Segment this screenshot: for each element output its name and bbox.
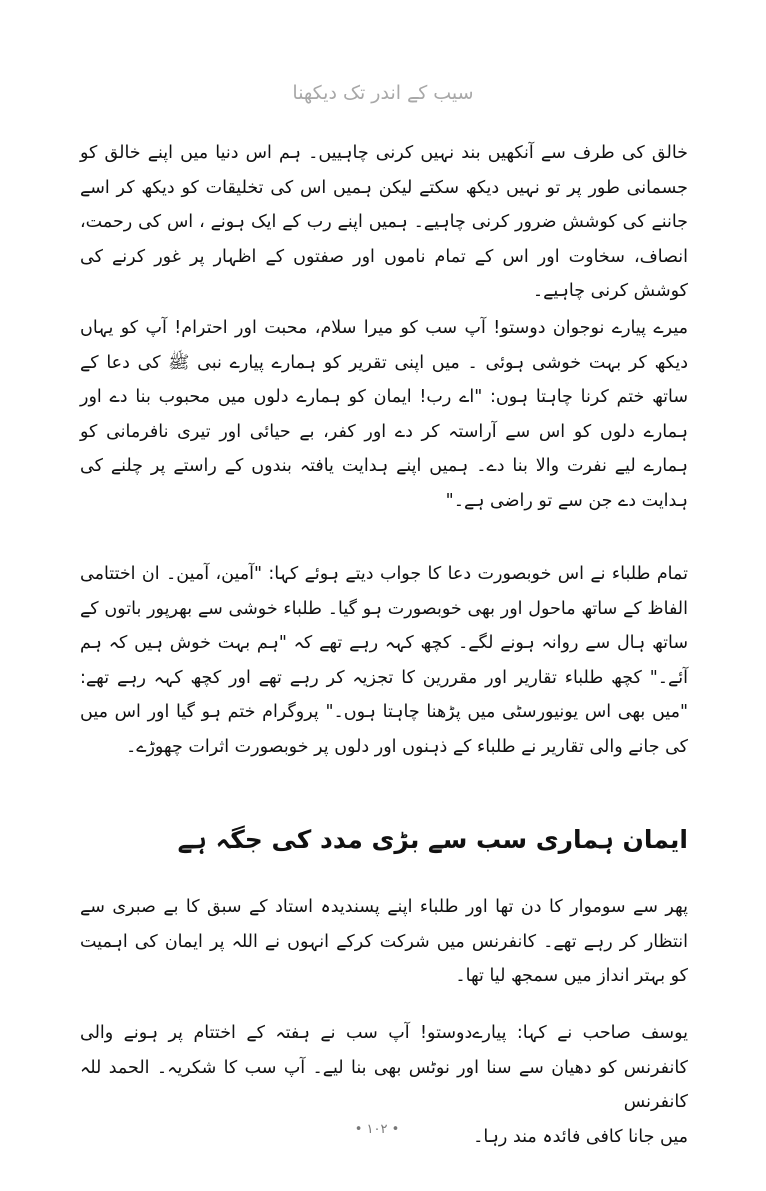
- paragraph-closing-prayer: میرے پیارے نوجوان دوستو! آپ سب کو میرا سلام، محبت اور احترام! آپ کو یہاں دیکھ کر بہت خوشی ہوئی ۔ میں اپنی تقریر کو ہمارے پیارے نبی ﷺ کی دعا کے ساتھ ختم کرنا چاہتا ہوں: "اے رب! ایمان کو ہمارے دلوں میں محبوب بنا دے اور ہمارے دلوں کو اس سے آراستہ کر دے اور کفر، بے حیائی اور تیری نافرمانی کو ہمارے لیے نفرت والا بنا دے۔ ہمیں اپنے ہدایت یافتہ بندوں کے راستے پر چلنے کی ہدایت دے جن سے تو راضی ہے۔": [80, 318, 688, 511]
- running-title: سیب کے اندر تک دیکھنا: [292, 82, 474, 104]
- page-number: • ۱۰۲ •: [354, 1122, 400, 1137]
- paragraph-yusuf-remarks-last-line: میں جانا کافی فائدہ مند رہا۔: [473, 1126, 688, 1147]
- paragraph-monday-lesson: پھر سے سوموار کا دن تھا اور طلباء اپنے پسندیدہ استاد کے سبق کا بے صبری سے انتظار کر رہے تھے۔ کانفرنس میں شرکت کرکے انہوں نے اللہ پر ایمان کی اہمیت کو بہتر انداز میں سمجھ لیا تھا۔: [80, 897, 688, 987]
- paragraph-yusuf-remarks-main: یوسف صاحب نے کہا: پیارےدوستو! آپ سب نے ہفتہ کے اختتام پر ہونے والی کانفرنس کو دھیان سے سنا اور نوٹس بھی بنا لیے۔ آپ سب کا شکریہ۔ الحمد للہ کانفرنس: [80, 1023, 688, 1113]
- section-heading: ایمان ہماری سب سے بڑی مدد کی جگہ ہے: [177, 825, 688, 854]
- paragraph-students-response: تمام طلباء نے اس خوبصورت دعا کا جواب دیتے ہوئے کہا: "آمین، آمین۔ ان اختتامی الفاظ کے ساتھ ماحول اور بھی خوبصورت ہو گیا۔ طلباء خوشی سے بھرپور باتوں کے ساتھ ہال سے روانہ ہونے لگے۔ کچھ کہہ رہے تھے کہ "ہم بہت خوش ہیں کہ ہم آئے۔" کچھ طلباء تقاریر اور مقررین کا تجزیہ کر رہے تھے اور کچھ کہہ رہے تھے: "میں بھی اس یونیورسٹی میں پڑھنا چاہتا ہوں۔" پروگرام ختم ہو گیا اور اس میں کی جانے والی تقاریر نے طلباء کے ذہنوں اور دلوں پر خوبصورت اثرات چھوڑے۔: [80, 564, 688, 757]
- paragraph-creator-reflection: خالق کی طرف سے آنکھیں بند نہیں کرنی چاہییں۔ ہم اس دنیا میں اپنے خالق کو جسمانی طور پر تو نہیں دیکھ سکتے لیکن ہمیں اس کی تخلیقات کو دیکھ کر اسے جاننے کی کوشش ضرور کرنی چاہیے۔ ہمیں اپنے رب کے ایک ہونے ، اس کی رحمت، انصاف، سخاوت اور اس کے تمام ناموں اور صفتوں کے اظہار پر غور کرنے کی کوشش کرنی چاہیے۔: [80, 143, 688, 302]
